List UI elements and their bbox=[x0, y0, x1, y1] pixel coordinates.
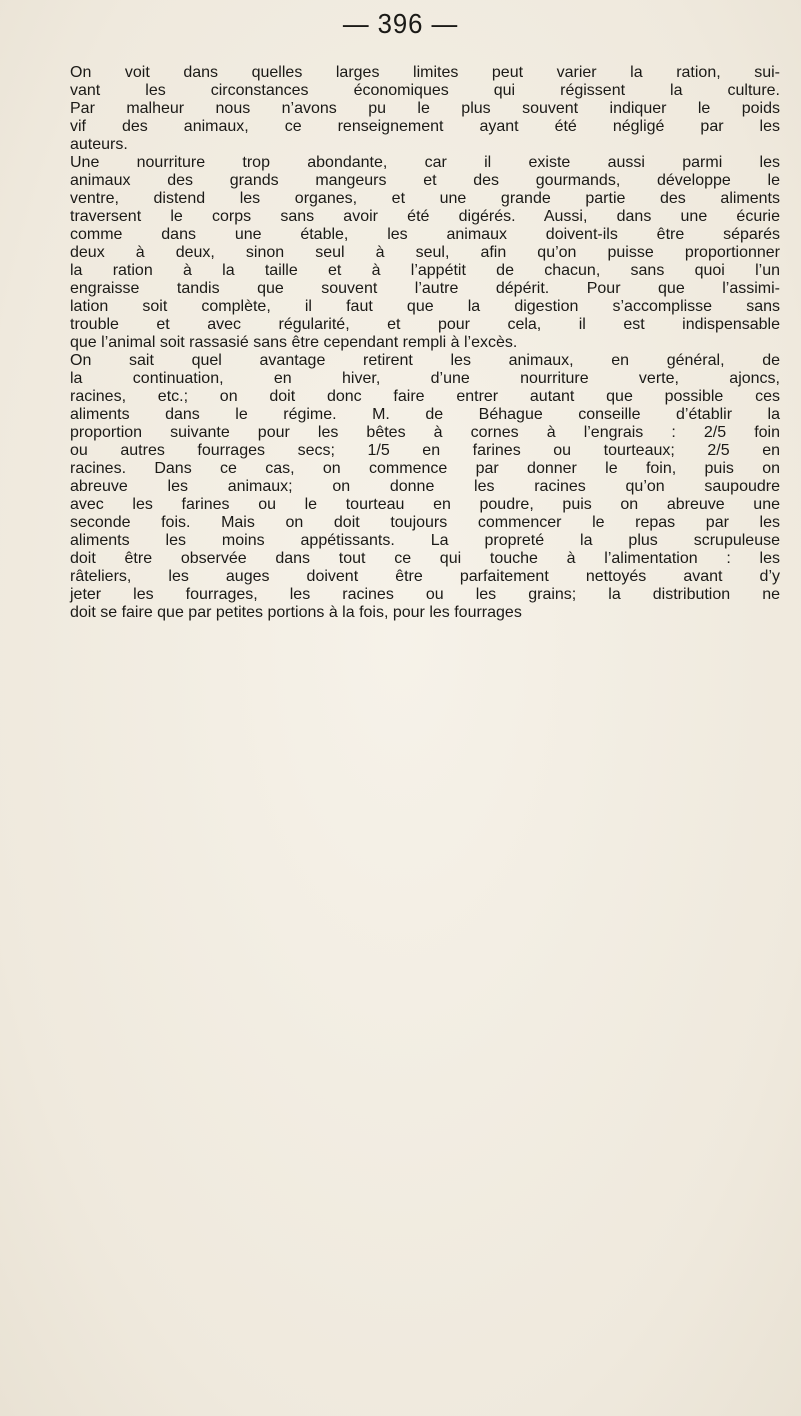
page-number: — 396 — bbox=[342, 8, 459, 39]
text-line: racines. Dans ce cas, on commence par donner le foin, puis on bbox=[70, 460, 780, 477]
text-line: Une nourriture trop abondante, car il existe aussi parmi les bbox=[70, 154, 780, 171]
text-line: la continuation, en hiver, d’une nourriture verte, ajoncs, bbox=[70, 370, 780, 387]
text-line: animaux des grands mangeurs et des gourmands, développe le bbox=[70, 172, 780, 189]
text-line: vif des animaux, ce renseignement ayant été négligé par les bbox=[70, 118, 780, 135]
text-line: râteliers, les auges doivent être parfaitement nettoyés avant d’y bbox=[70, 568, 780, 585]
text-line: seconde fois. Mais on doit toujours commencer le repas par les bbox=[70, 514, 780, 531]
text-line: abreuve les animaux; on donne les racines qu’on saupoudre bbox=[70, 478, 780, 495]
text-line: doit être observée dans tout ce qui touche à l’alimentation : les bbox=[70, 550, 780, 567]
text-line: avec les farines ou le tourteau en poudre, puis on abreuve une bbox=[70, 496, 780, 513]
text-line: aliments dans le régime. M. de Béhague conseille d’établir la bbox=[70, 406, 780, 423]
body-text bbox=[70, 64, 780, 622]
text-line: deux à deux, sinon seul à seul, afin qu’on puisse proportionner bbox=[70, 244, 780, 261]
text-line: doit se faire que par petites portions à la fois, pour les fourrages bbox=[70, 604, 522, 621]
text-line: comme dans une étable, les animaux doivent-ils être séparés bbox=[70, 226, 780, 243]
text-line: racines, etc.; on doit donc faire entrer autant que possible ces bbox=[70, 388, 780, 405]
text-line: traversent le corps sans avoir été digérés. Aussi, dans une écurie bbox=[70, 208, 780, 225]
text-line: proportion suivante pour les bêtes à cornes à l’engrais : 2/5 foin bbox=[70, 424, 780, 441]
text-line: trouble et avec régularité, et pour cela, il est indispensable bbox=[70, 316, 780, 333]
text-line: On voit dans quelles larges limites peut varier la ration, sui- bbox=[70, 64, 780, 81]
text-line: Par malheur nous n’avons pu le plus souvent indiquer le poids bbox=[70, 100, 780, 117]
paragraph-3 bbox=[70, 352, 780, 622]
text-line: lation soit complète, il faut que la digestion s’accomplisse sans bbox=[70, 298, 780, 315]
text-line: On sait quel avantage retirent les animaux, en général, de bbox=[70, 352, 780, 369]
paragraph-1 bbox=[70, 64, 780, 154]
text-line: auteurs. bbox=[70, 136, 128, 153]
paragraph-2 bbox=[70, 154, 780, 352]
text-line: ventre, distend les organes, et une grande partie des aliments bbox=[70, 190, 780, 207]
text-line: jeter les fourrages, les racines ou les grains; la distribution ne bbox=[70, 586, 780, 603]
text-line: que l’animal soit rassasié sans être cependant rempli à l’excès. bbox=[70, 334, 518, 351]
text-line: engraisse tandis que souvent l’autre dépérit. Pour que l’assimi- bbox=[70, 280, 780, 297]
text-line: ou autres fourrages secs; 1/5 en farines ou tourteaux; 2/5 en bbox=[70, 442, 780, 459]
text-line: vant les circonstances économiques qui régissent la culture. bbox=[70, 82, 780, 99]
text-line: aliments les moins appétissants. La propreté la plus scrupuleuse bbox=[70, 532, 780, 549]
text-line: la ration à la taille et à l’appétit de chacun, sans quoi l’un bbox=[70, 262, 780, 279]
